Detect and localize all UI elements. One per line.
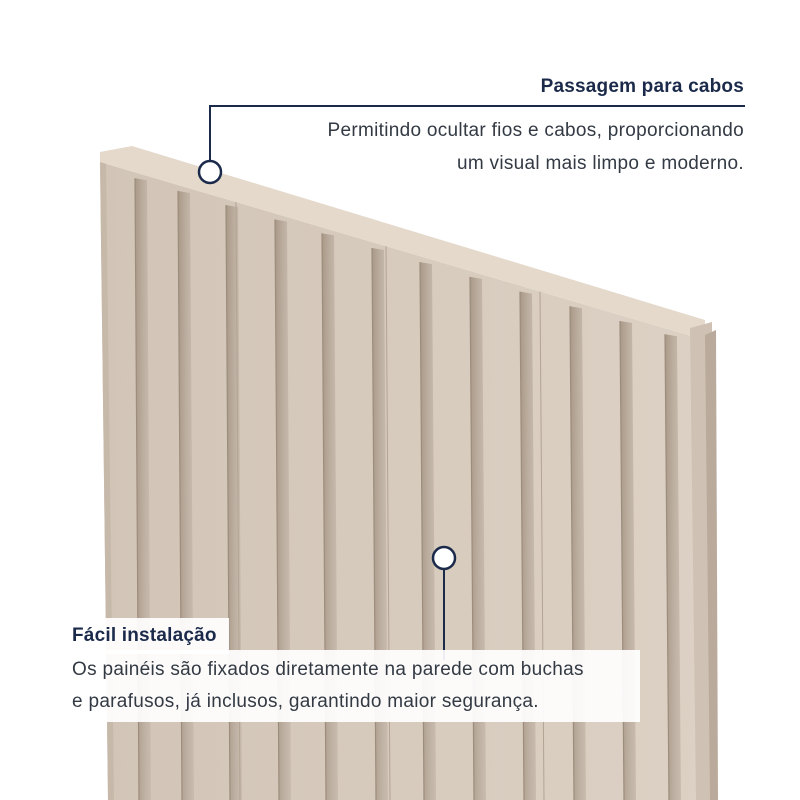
easy-install-description-box: [60, 650, 640, 722]
cable-passage-line-1: Permitindo ocultar fios e cabos, proporcionando: [327, 120, 744, 141]
easy-install-line-2: e parafusos, já inclusos, garantindo maior segurança.: [72, 691, 539, 712]
cable-passage-line-2: um visual mais limpo e moderno.: [456, 153, 744, 174]
cable-passage-description: [224, 114, 744, 180]
easy-install-title-box: [60, 618, 229, 654]
easy-install-line-1: Os painéis são fixados diretamente na parede com buchas: [72, 659, 584, 680]
easy-install-title: Fácil instalação: [72, 625, 217, 646]
cable-passage-title: Passagem para cabos: [540, 76, 744, 97]
easy-install-description: [72, 654, 628, 718]
